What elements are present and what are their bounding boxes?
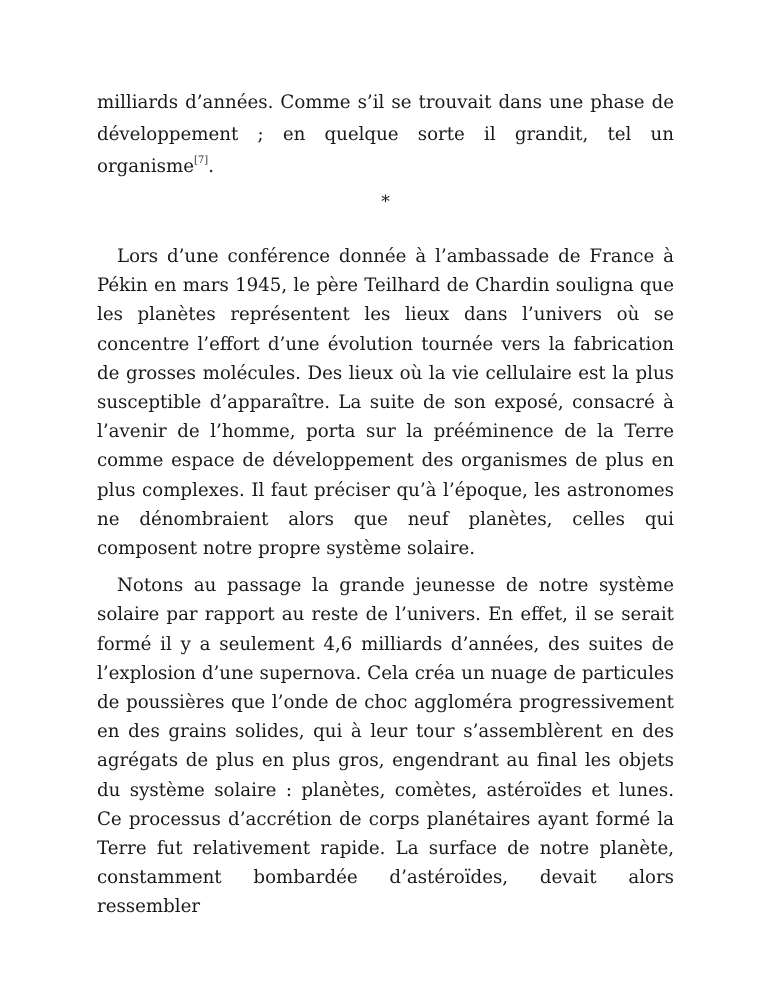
paragraph: Lors d’une conférence donnée à l’ambassade de France à Pékin en mars 1945, le père Teilhard de Chardin souligna que les planètes représentent les lieux dans l’univers où se concentre l’effort d’une évolution tournée vers la fabrication de grosses molécules. Des lieux où la vie cellulaire est la plus susceptible d’apparaître. La suite de son exposé, consacré à l’avenir de l’homme, porta sur la prééminence de la Terre comme espace de développement des organismes de plus en plus complexes. Il faut préciser qu’à l’époque, les astronomes ne dénombraient alors que neuf planètes, celles qui composent notre propre système solaire. [97,246,674,560]
page-body [97,88,674,922]
text-line: développement ; en quelque sorte il grandit, tel un [97,124,674,145]
section-separator: * [381,192,390,212]
text-line: milliards d’années. Comme s’il se trouvait dans une phase de [97,92,674,113]
text-fragment: . [208,156,214,177]
footnote-reference[interactable]: [7] [194,155,209,166]
text-line [97,152,674,190]
paragraph: Notons au passage la grande jeunesse de notre système solaire par rapport au reste de l’univers. En effet, il se serait formé il y a seulement 4,6 milliards d’années, des suites de l’explosion d’une supernova. Cela créa un nuage de particules de poussières que l’onde de choc aggloméra progressivement en des grains solides, qui à leur tour s’assemblèrent en des agrégats de plus en plus gros, engendrant au final les objets du système solaire : planètes, comètes, astéroïdes et lunes. Ce processus d’accrétion de corps planétaires ayant formé la Terre fut relativement rapide. La surface de notre planète, constamment bombardée d’astéroïdes, devait alors ressembler [97,575,674,918]
continued-paragraph [97,88,674,190]
text-fragment: organisme [97,156,195,177]
